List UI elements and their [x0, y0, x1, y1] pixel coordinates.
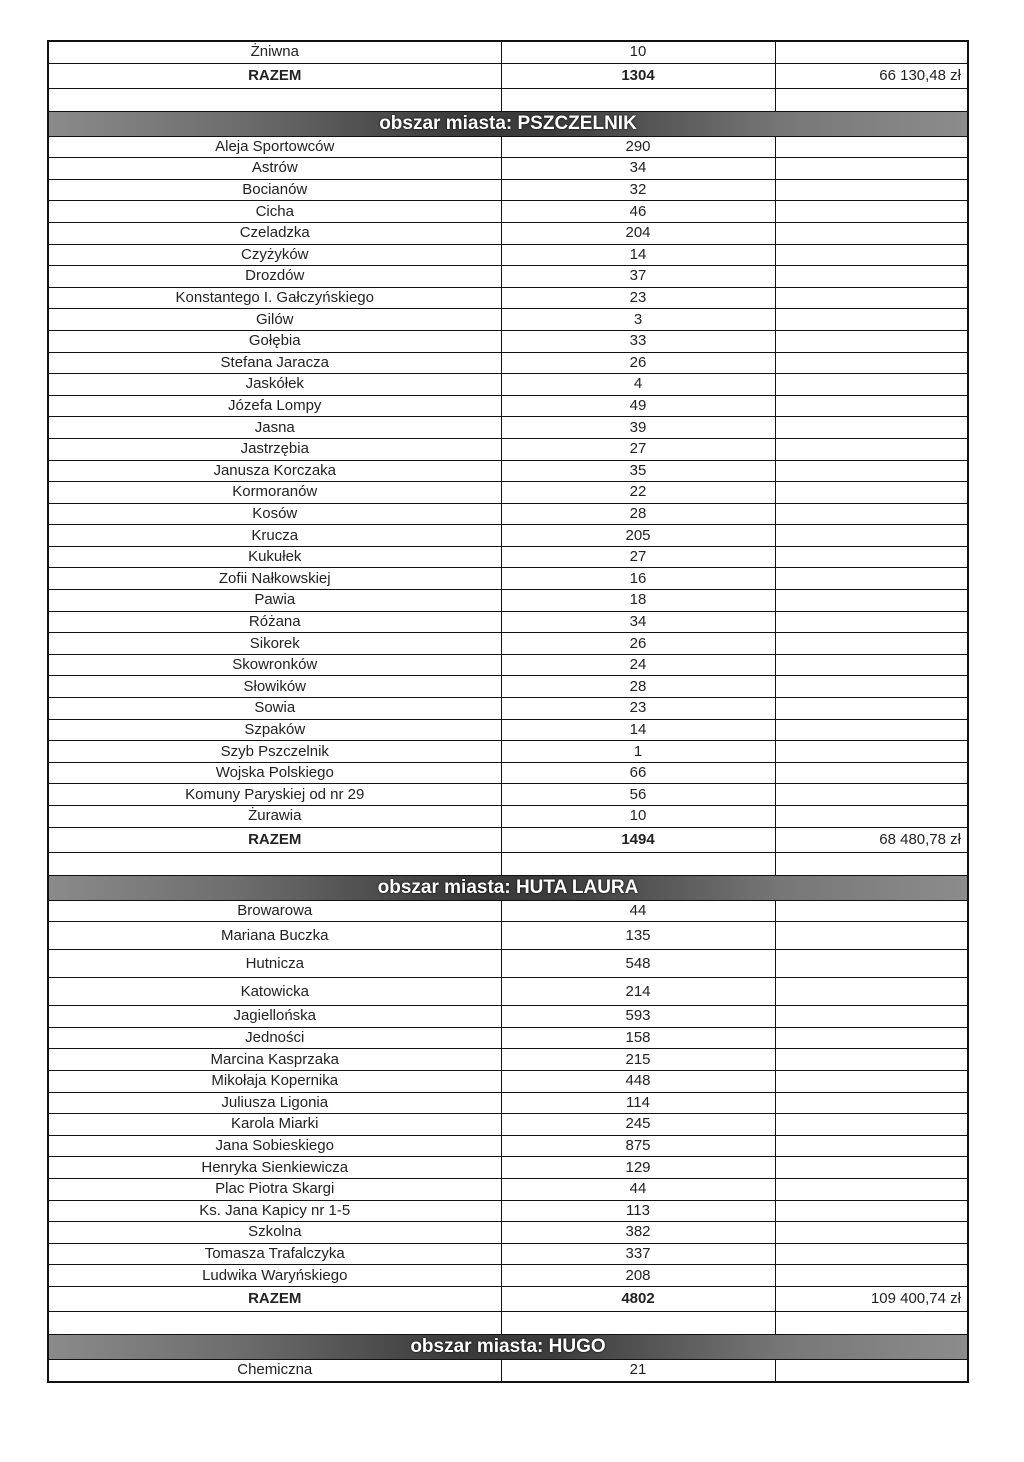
total-amount: 68 480,78 zł: [775, 827, 968, 852]
table-row: [48, 719, 968, 741]
street-count: 44: [501, 900, 775, 922]
total-label: RAZEM: [48, 1286, 501, 1311]
street-count: 158: [501, 1027, 775, 1049]
table-row: [48, 158, 968, 180]
amount-cell: [775, 417, 968, 439]
amount-cell: [775, 136, 968, 158]
street-count: 875: [501, 1135, 775, 1157]
street-name: Kormoranów: [48, 482, 501, 504]
amount-cell: [775, 287, 968, 309]
street-count: 66: [501, 762, 775, 784]
amount-cell: [775, 503, 968, 525]
street-count: 135: [501, 922, 775, 950]
table-row: [48, 201, 968, 223]
spacer-row: [48, 852, 968, 875]
street-name: Tomasza Trafalczyka: [48, 1243, 501, 1265]
street-name: Jedności: [48, 1027, 501, 1049]
amount-cell: [775, 352, 968, 374]
amount-cell: [775, 374, 968, 396]
street-count: 593: [501, 1006, 775, 1028]
amount-cell: [775, 41, 968, 63]
table-body: [48, 41, 968, 1382]
empty-cell: [501, 1311, 775, 1334]
district-header-row: [48, 1334, 968, 1359]
table-row: [48, 287, 968, 309]
amount-cell: [775, 1070, 968, 1092]
street-name: Cicha: [48, 201, 501, 223]
total-row: [48, 63, 968, 88]
amount-cell: [775, 266, 968, 288]
total-count: 4802: [501, 1286, 775, 1311]
street-name: Czeladzka: [48, 222, 501, 244]
street-name: Ks. Jana Kapicy nr 1-5: [48, 1200, 501, 1222]
street-name: Sowia: [48, 698, 501, 720]
table-row: [48, 1027, 968, 1049]
amount-cell: [775, 1157, 968, 1179]
street-count: 21: [501, 1359, 775, 1381]
street-count: 382: [501, 1222, 775, 1244]
street-count: 26: [501, 352, 775, 374]
street-count: 129: [501, 1157, 775, 1179]
street-count: 32: [501, 179, 775, 201]
amount-cell: [775, 395, 968, 417]
amount-cell: [775, 719, 968, 741]
table-row: [48, 676, 968, 698]
street-name: Szpaków: [48, 719, 501, 741]
amount-cell: [775, 698, 968, 720]
amount-cell: [775, 1114, 968, 1136]
street-count: 39: [501, 417, 775, 439]
street-count: 215: [501, 1049, 775, 1071]
street-name: Komuny Paryskiej od nr 29: [48, 784, 501, 806]
street-name: Katowicka: [48, 978, 501, 1006]
table-row: [48, 330, 968, 352]
street-count: 37: [501, 266, 775, 288]
street-name: Żurawia: [48, 806, 501, 828]
district-header-cell: [48, 111, 968, 136]
table-row: [48, 741, 968, 763]
street-count: 14: [501, 244, 775, 266]
amount-cell: [775, 244, 968, 266]
street-count: 34: [501, 611, 775, 633]
amount-cell: [775, 482, 968, 504]
amount-cell: [775, 1049, 968, 1071]
street-count: 10: [501, 806, 775, 828]
street-name: Ludwika Waryńskiego: [48, 1265, 501, 1287]
street-count: 26: [501, 633, 775, 655]
table-row: [48, 1359, 968, 1381]
amount-cell: [775, 1200, 968, 1222]
amount-cell: [775, 525, 968, 547]
amount-cell: [775, 676, 968, 698]
table-row: [48, 136, 968, 158]
amount-cell: [775, 590, 968, 612]
table-row: [48, 654, 968, 676]
street-name: Jagiellońska: [48, 1006, 501, 1028]
district-header-row: [48, 111, 968, 136]
amount-cell: [775, 1243, 968, 1265]
table-row: [48, 417, 968, 439]
spacer-row: [48, 88, 968, 111]
amount-cell: [775, 222, 968, 244]
total-amount: 109 400,74 zł: [775, 1286, 968, 1311]
amount-cell: [775, 1092, 968, 1114]
street-count: 23: [501, 698, 775, 720]
street-name: Aleja Sportowców: [48, 136, 501, 158]
street-count: 1: [501, 741, 775, 763]
empty-cell: [775, 852, 968, 875]
empty-cell: [48, 88, 501, 111]
street-count: 14: [501, 719, 775, 741]
street-name: Henryka Sienkiewicza: [48, 1157, 501, 1179]
amount-cell: [775, 309, 968, 331]
street-count: 290: [501, 136, 775, 158]
street-name: Gilów: [48, 309, 501, 331]
street-name: Żniwna: [48, 41, 501, 63]
street-name: Kukułek: [48, 546, 501, 568]
amount-cell: [775, 741, 968, 763]
street-name: Szyb Pszczelnik: [48, 741, 501, 763]
table-row: [48, 1070, 968, 1092]
table-row: [48, 460, 968, 482]
street-name: Sikorek: [48, 633, 501, 655]
table-row: [48, 395, 968, 417]
amount-cell: [775, 158, 968, 180]
street-count: 56: [501, 784, 775, 806]
table-row: [48, 922, 968, 950]
amount-cell: [775, 633, 968, 655]
table-row: [48, 1200, 968, 1222]
district-header-cell: [48, 1334, 968, 1359]
street-count: 16: [501, 568, 775, 590]
street-name: Astrów: [48, 158, 501, 180]
table-row: [48, 1222, 968, 1244]
street-count: 28: [501, 503, 775, 525]
street-name: Zofii Nałkowskiej: [48, 568, 501, 590]
district-header-cell: [48, 875, 968, 900]
table-row: [48, 546, 968, 568]
table-row: [48, 1157, 968, 1179]
table-row: [48, 222, 968, 244]
amount-cell: [775, 978, 968, 1006]
street-name: Krucza: [48, 525, 501, 547]
street-count: 214: [501, 978, 775, 1006]
amount-cell: [775, 900, 968, 922]
street-name: Wojska Polskiego: [48, 762, 501, 784]
street-count: 114: [501, 1092, 775, 1114]
amount-cell: [775, 611, 968, 633]
table-row: [48, 244, 968, 266]
street-name: Karola Miarki: [48, 1114, 501, 1136]
street-count: 10: [501, 41, 775, 63]
district-header-row: [48, 875, 968, 900]
amount-cell: [775, 568, 968, 590]
spacer-row: [48, 1311, 968, 1334]
street-name: Plac Piotra Skargi: [48, 1178, 501, 1200]
street-count: 24: [501, 654, 775, 676]
street-name: Browarowa: [48, 900, 501, 922]
street-name: Słowików: [48, 676, 501, 698]
street-name: Hutnicza: [48, 950, 501, 978]
street-name: Stefana Jaracza: [48, 352, 501, 374]
amount-cell: [775, 654, 968, 676]
street-name: Pawia: [48, 590, 501, 612]
table-row: [48, 806, 968, 828]
street-count: 205: [501, 525, 775, 547]
empty-cell: [501, 852, 775, 875]
table-row: [48, 633, 968, 655]
street-name: Mikołaja Kopernika: [48, 1070, 501, 1092]
district-title: obszar miasta: HUGO: [410, 1335, 606, 1357]
table-row: [48, 568, 968, 590]
table-row: [48, 1006, 968, 1028]
table-row: [48, 1178, 968, 1200]
street-count: 18: [501, 590, 775, 612]
amount-cell: [775, 784, 968, 806]
amount-cell: [775, 1178, 968, 1200]
table-row: [48, 503, 968, 525]
total-row: [48, 827, 968, 852]
empty-cell: [48, 1311, 501, 1334]
street-name: Chemiczna: [48, 1359, 501, 1381]
table-row: [48, 1135, 968, 1157]
amount-cell: [775, 922, 968, 950]
street-name: Jaskółek: [48, 374, 501, 396]
table-row: [48, 762, 968, 784]
table-row: [48, 1265, 968, 1287]
amount-cell: [775, 1006, 968, 1028]
street-name: Konstantego I. Gałczyńskiego: [48, 287, 501, 309]
total-label: RAZEM: [48, 827, 501, 852]
amount-cell: [775, 1027, 968, 1049]
table-row: [48, 1243, 968, 1265]
amount-cell: [775, 1265, 968, 1287]
street-name: Marcina Kasprzaka: [48, 1049, 501, 1071]
street-count: 4: [501, 374, 775, 396]
street-name: Szkolna: [48, 1222, 501, 1244]
table-row: [48, 1114, 968, 1136]
street-count: 33: [501, 330, 775, 352]
amount-cell: [775, 1222, 968, 1244]
street-name: Skowronków: [48, 654, 501, 676]
street-count: 337: [501, 1243, 775, 1265]
street-count: 208: [501, 1265, 775, 1287]
table-row: [48, 950, 968, 978]
table-row: [48, 438, 968, 460]
street-count: 23: [501, 287, 775, 309]
street-name: Józefa Lompy: [48, 395, 501, 417]
table-row: [48, 1049, 968, 1071]
street-name: Kosów: [48, 503, 501, 525]
total-count: 1494: [501, 827, 775, 852]
street-name: Bocianów: [48, 179, 501, 201]
street-count: 49: [501, 395, 775, 417]
total-amount: 66 130,48 zł: [775, 63, 968, 88]
table-row: [48, 525, 968, 547]
street-count: 27: [501, 438, 775, 460]
empty-cell: [501, 88, 775, 111]
total-count: 1304: [501, 63, 775, 88]
table-row: [48, 590, 968, 612]
street-name: Jana Sobieskiego: [48, 1135, 501, 1157]
street-count: 548: [501, 950, 775, 978]
street-name: Mariana Buczka: [48, 922, 501, 950]
amount-cell: [775, 950, 968, 978]
street-count: 113: [501, 1200, 775, 1222]
street-count: 34: [501, 158, 775, 180]
amount-cell: [775, 201, 968, 223]
amount-cell: [775, 806, 968, 828]
street-name: Gołębia: [48, 330, 501, 352]
table-row: [48, 374, 968, 396]
street-name: Jasna: [48, 417, 501, 439]
total-label: RAZEM: [48, 63, 501, 88]
total-row: [48, 1286, 968, 1311]
street-count: 204: [501, 222, 775, 244]
street-name: Janusza Korczaka: [48, 460, 501, 482]
street-count: 27: [501, 546, 775, 568]
amount-cell: [775, 1135, 968, 1157]
street-count: 245: [501, 1114, 775, 1136]
amount-cell: [775, 1359, 968, 1381]
empty-cell: [775, 1311, 968, 1334]
amount-cell: [775, 460, 968, 482]
street-name: Juliusza Ligonia: [48, 1092, 501, 1114]
district-title: obszar miasta: HUTA LAURA: [377, 876, 639, 898]
amount-cell: [775, 179, 968, 201]
street-count: 46: [501, 201, 775, 223]
street-count: 44: [501, 1178, 775, 1200]
amount-cell: [775, 330, 968, 352]
table-row: [48, 309, 968, 331]
street-count: 35: [501, 460, 775, 482]
street-count: 28: [501, 676, 775, 698]
amount-cell: [775, 546, 968, 568]
street-name: Jastrzębia: [48, 438, 501, 460]
street-count: 448: [501, 1070, 775, 1092]
table-row: [48, 900, 968, 922]
district-street-table: [47, 40, 969, 1383]
table-row: [48, 784, 968, 806]
table-row: [48, 41, 968, 63]
table-row: [48, 266, 968, 288]
amount-cell: [775, 762, 968, 784]
street-name: Różana: [48, 611, 501, 633]
table-row: [48, 978, 968, 1006]
table-row: [48, 482, 968, 504]
street-count: 22: [501, 482, 775, 504]
empty-cell: [775, 88, 968, 111]
amount-cell: [775, 438, 968, 460]
street-name: Drozdów: [48, 266, 501, 288]
street-count: 3: [501, 309, 775, 331]
street-name: Czyżyków: [48, 244, 501, 266]
table-row: [48, 1092, 968, 1114]
table-row: [48, 611, 968, 633]
table-row: [48, 352, 968, 374]
table-row: [48, 179, 968, 201]
table-row: [48, 698, 968, 720]
empty-cell: [48, 852, 501, 875]
district-title: obszar miasta: PSZCZELNIK: [379, 112, 637, 134]
